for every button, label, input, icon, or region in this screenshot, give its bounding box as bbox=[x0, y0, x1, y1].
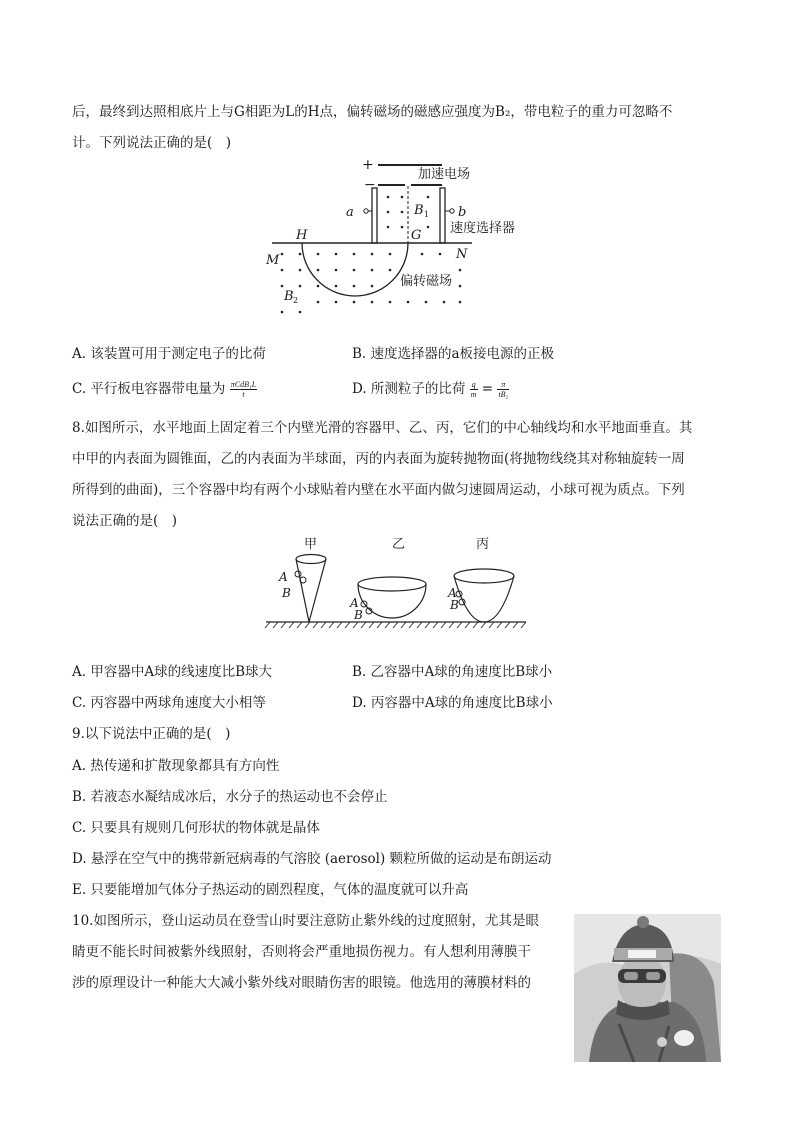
q7-stem-line-1: 后，最终到达照相底片上与G相距为L的H点，偏转磁场的磁感应强度为B₂，带电粒子的重力可忽略不 bbox=[72, 104, 673, 120]
q9-option-d: D. 悬浮在空气中的携带新冠病毒的气溶胶 (aerosol) 颗粒所做的运动是布朗运动 bbox=[72, 851, 552, 867]
q7-option-c-fraction bbox=[230, 380, 257, 399]
q7-option-d-equals: = bbox=[477, 381, 498, 397]
hemisphere-a-label: A bbox=[350, 596, 359, 610]
q8-stem-line-4: 说法正确的是( ) bbox=[72, 513, 178, 529]
q10-stem-line-3: 涉的原理设计一种能大大减小紫外线对眼睛伤害的眼镜。他选用的薄膜材料的 bbox=[72, 975, 531, 991]
deflect-field-label: 偏转磁场 bbox=[400, 274, 453, 289]
plate-b-label: b bbox=[458, 205, 467, 220]
b2-label: B bbox=[284, 289, 294, 304]
label-yi: 乙 bbox=[392, 537, 406, 552]
point-h-label: H bbox=[296, 228, 308, 243]
q7-option-a: A. 该装置可用于测定电子的比荷 bbox=[72, 346, 266, 362]
paraboloid-b-label: B bbox=[450, 598, 459, 612]
q7-stem-line-2: 计。下列说法正确的是( ) bbox=[72, 135, 232, 151]
b1-subscript: 1 bbox=[424, 210, 430, 219]
q7-option-b: B. 速度选择器的a板接电源的正极 bbox=[352, 346, 555, 362]
q7-option-d-rhs-denominator: tB₂ bbox=[498, 390, 509, 399]
q7-option-c bbox=[72, 379, 257, 399]
q8-option-d: D. 丙容器中A球的角速度比B球小 bbox=[352, 695, 553, 711]
q7-option-d-text: D. 所测粒子的比荷 bbox=[352, 381, 466, 397]
q7-option-d-rhs-fraction bbox=[497, 380, 509, 399]
q8-option-a: A. 甲容器中A球的线速度比B球大 bbox=[72, 664, 273, 680]
minus-sign: − bbox=[364, 177, 376, 193]
q9-option-a: A. 热传递和扩散现象都具有方向性 bbox=[72, 758, 280, 774]
q8-stem-line-2: 中甲的内表面为圆锥面，乙的内表面为半球面，丙的内表面为旋转抛物面(将抛物线绕其对称轴旋转一周 bbox=[72, 451, 685, 467]
q7-option-d bbox=[352, 379, 509, 399]
hemisphere-b-label: B bbox=[354, 608, 363, 622]
q7-option-d-rhs-numerator: π bbox=[497, 380, 509, 390]
q9-option-c: C. 只要具有规则几何形状的物体就是晶体 bbox=[72, 820, 320, 836]
b2-subscript: 2 bbox=[293, 296, 299, 305]
b1-label: B bbox=[414, 203, 424, 218]
q9-option-e: E. 只要能增加气体分子热运动的剧烈程度，气体的温度就可以升高 bbox=[72, 882, 469, 898]
cone-a-label: A bbox=[279, 570, 288, 584]
containers-figure bbox=[262, 534, 532, 632]
q7-option-d-lhs-numerator: q bbox=[471, 380, 476, 389]
label-jia: 甲 bbox=[304, 537, 318, 552]
q9-stem: 9.以下说法中正确的是( ) bbox=[72, 726, 231, 742]
q7-option-d-lhs-denominator: m bbox=[470, 390, 477, 399]
point-n-label: N bbox=[456, 247, 468, 262]
q7-option-c-denominator: t bbox=[242, 390, 245, 399]
plate-a-label: a bbox=[346, 205, 354, 220]
q8-stem-line-1: 8.如图所示，水平地面上固定着三个内壁光滑的容器甲、乙、丙，它们的中心轴线均和水平地面垂直。其 bbox=[72, 420, 693, 436]
accel-field-label: 加速电场 bbox=[418, 167, 471, 182]
cone-b-label: B bbox=[282, 586, 291, 600]
q9-option-b: B. 若液态水凝结成冰后，水分子的热运动也不会停止 bbox=[72, 789, 388, 805]
q7-option-d-lhs-fraction bbox=[470, 380, 478, 399]
mass-spectrometer-figure bbox=[260, 152, 550, 322]
mountaineer-photo bbox=[574, 914, 721, 1062]
q10-stem-line-2: 睛更不能长时间被紫外线照射，否则将会严重地损伤视力。有人想利用薄膜干 bbox=[72, 944, 531, 960]
paraboloid-a-label: A bbox=[448, 586, 457, 600]
point-m-label: M bbox=[266, 253, 280, 268]
q8-option-b: B. 乙容器中A球的角速度比B球小 bbox=[352, 664, 553, 680]
q7-option-c-text: C. 平行板电容器带电量为 bbox=[72, 381, 226, 397]
plus-sign: + bbox=[362, 157, 374, 173]
point-g-label: G bbox=[411, 228, 422, 243]
q8-stem-line-3: 所得到的曲面)，三个容器中均有两个小球贴着内壁在水平面内做匀速圆周运动，小球可视为质点。下列 bbox=[72, 482, 685, 498]
velocity-selector-label: 速度选择器 bbox=[450, 221, 516, 236]
q10-stem-line-1: 10.如图所示，登山运动员在登雪山时要注意防止紫外线的过度照射，尤其是眼 bbox=[72, 913, 539, 929]
label-bing: 丙 bbox=[476, 537, 490, 552]
q8-option-c: C. 丙容器中两球角速度大小相等 bbox=[72, 695, 266, 711]
q7-option-c-numerator: πCdB₁L bbox=[230, 380, 257, 389]
